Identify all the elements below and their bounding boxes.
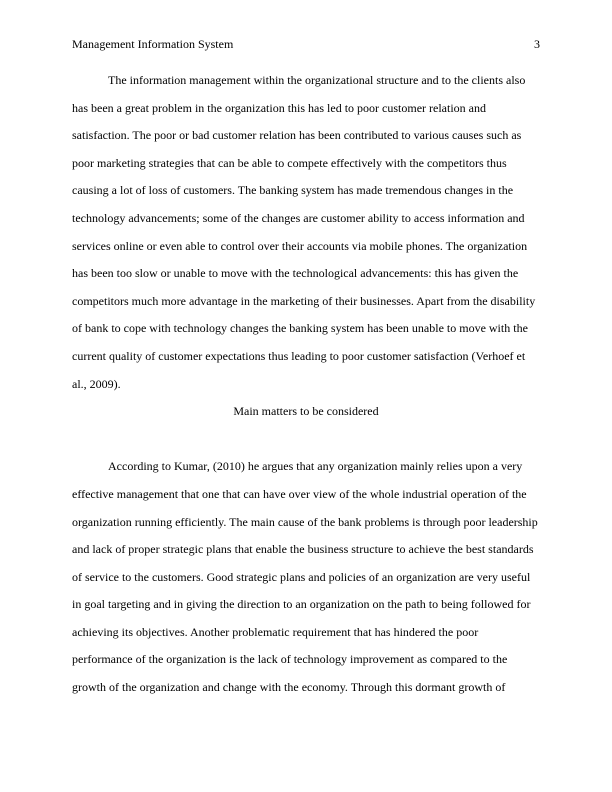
document-body	[72, 67, 540, 702]
body-paragraph: The information management within the organizational structure and to the clients also has been a great problem in the organization this has led to poor customer relation and satisfaction. The poor or bad customer relation has been contributed to various causes such as poor marketing strategies that can be able to compete effectively with the competitors thus causing a lot of loss of customers. The banking system has made tremendous changes in the technology advancements; some of the changes are customer ability to access information and services online or even able to control over their accounts via mobile phones. The organization has been too slow or unable to move with the technological advancements: this has given the competitors much more advantage in the marketing of their businesses. Apart from the disability of bank to cope with technology changes the banking system has been unable to move with the current quality of customer expectations thus leading to poor customer satisfaction (Verhoef et al., 2009).	[72, 73, 536, 391]
page-number: 3	[534, 37, 540, 51]
body-paragraph: According to Kumar, (2010) he argues that any organization mainly relies upon a very effective management that one that can have over view of the whole industrial operation of the organization running efficiently. The main cause of the bank problems is through poor leadership and lack of proper strategic plans that enable the business structure to achieve the best standards of service to the customers. Good strategic plans and policies of an organization are very useful in goal targeting and in giving the direction to an organization on the path to being followed for achieving its objectives. Another problematic requirement that has hindered the poor performance of the organization is the lack of technology improvement as compared to the growth of the organization and change with the economy. Through this dormant growth of	[72, 459, 538, 695]
running-head-title: Management Information System	[72, 37, 234, 51]
section-heading: Main matters to be considered	[233, 404, 379, 419]
page-header	[72, 36, 540, 52]
